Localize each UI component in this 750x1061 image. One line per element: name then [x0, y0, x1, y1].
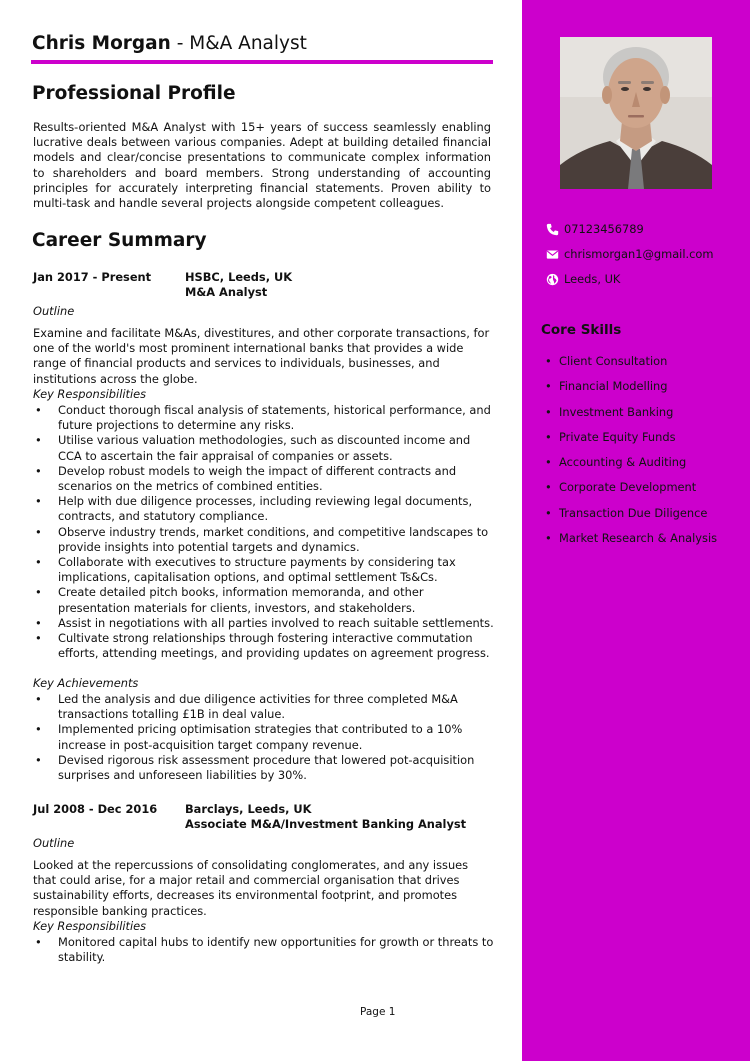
- responsibilities-list: [33, 935, 495, 965]
- phone-icon: [546, 223, 559, 236]
- profile-heading: Professional Profile: [32, 83, 236, 104]
- contact-phone: [546, 222, 644, 236]
- skill-item: • Client Consultation: [541, 353, 717, 378]
- achievements-label: Key Achievements: [33, 676, 139, 690]
- skill-item: • Corporate Development: [541, 479, 717, 504]
- profile-text: Results-oriented M&A Analyst with 15+ years of success seamlessly enabling lucrative deals between various companies. Adept at building detailed financial models and clear/concise presentations to communicate complex information to shareholders and board members. Strong understanding of accounting principles for accurately interpreting financial statements. Proven ability to multi-task and handle several projects alongside competent colleagues.: [33, 120, 491, 211]
- envelope-icon: [546, 248, 559, 261]
- responsibilities-label: Key Responsibilities: [33, 919, 147, 933]
- list-item: • Develop robust models to weigh the impact of different contracts and scenarios on the metrics of combined entities.: [33, 464, 495, 494]
- job-role: M&A Analyst: [185, 285, 268, 300]
- employer-name: HSBC, Leeds, UK: [185, 270, 293, 284]
- header-rule: [31, 60, 493, 64]
- list-item: • Help with due diligence processes, including reviewing legal documents, contracts, and statutory compliance.: [33, 494, 495, 524]
- skill-item: • Financial Modelling: [541, 378, 717, 403]
- outline-label: Outline: [33, 836, 75, 850]
- contact-email: [546, 247, 713, 261]
- job-role: Associate M&A/Investment Banking Analyst: [185, 817, 467, 832]
- outline-label: Outline: [33, 304, 75, 318]
- career-heading: Career Summary: [32, 230, 207, 251]
- achievements-list: [33, 692, 495, 783]
- list-item: • Observe industry trends, market conditions, and competitive landscapes to provide insights into potential targets and dynamics.: [33, 525, 495, 555]
- skills-list: [541, 353, 717, 555]
- list-item: • Monitored capital hubs to identify new opportunities for growth or threats to stability.: [33, 935, 495, 965]
- list-item: • Utilise various valuation methodologies, such as discounted income and CCA to ascertain the fair appraisal of companies or assets.: [33, 433, 495, 463]
- skill-item: • Investment Banking: [541, 404, 717, 429]
- resume-header: [32, 33, 307, 54]
- job-employer: [185, 802, 466, 832]
- responsibilities-list: [33, 403, 495, 661]
- skill-item: • Private Equity Funds: [541, 429, 717, 454]
- skill-item: • Transaction Due Diligence: [541, 505, 717, 530]
- job-dates: Jan 2017 - Present: [33, 270, 152, 284]
- phone-number: 07123456789: [564, 222, 644, 236]
- candidate-name: Chris Morgan: [32, 33, 171, 54]
- contact-location: [546, 272, 620, 286]
- job-outline: Looked at the repercussions of consolidating conglomerates, and any issues that could arise, for a major retail and commercial organisation that drives sustainability efforts, decreases its environmental footprint, and promotes responsible banking practices.: [33, 858, 469, 918]
- globe-icon: [546, 273, 559, 286]
- job-employer: [185, 270, 292, 300]
- responsibilities-label: Key Responsibilities: [33, 387, 147, 401]
- list-item: • Conduct thorough fiscal analysis of statements, historical performance, and future projections to determine any risks.: [33, 403, 495, 433]
- email-address: chrismorgan1@gmail.com: [564, 247, 714, 261]
- list-item: • Devised rigorous risk assessment procedure that lowered pot-acquisition surprises and unforeseen liabilities by 30%.: [33, 753, 495, 783]
- portrait-image: [560, 37, 712, 189]
- page-number: Page 1: [360, 1006, 396, 1018]
- list-item: • Implemented pricing optimisation strategies that contributed to a 10% increase in post-acquisition target company revenue.: [33, 722, 495, 752]
- skills-heading: Core Skills: [541, 322, 622, 338]
- job-title: M&A Analyst: [189, 33, 307, 54]
- list-item: • Collaborate with executives to structure payments by considering tax implications, capitalisation options, and optimal settlement Ts&Cs.: [33, 555, 495, 585]
- list-item: • Led the analysis and due diligence activities for three completed M&A transactions totalling £1B in deal value.: [33, 692, 495, 722]
- location-text: Leeds, UK: [564, 272, 621, 286]
- header-separator: -: [170, 33, 190, 54]
- list-item: • Create detailed pitch books, information memoranda, and other presentation materials for clients, investors, and stakeholders.: [33, 585, 495, 615]
- job-dates: Jul 2008 - Dec 2016: [33, 802, 158, 816]
- profile-photo: [560, 37, 712, 189]
- skill-item: • Accounting & Auditing: [541, 454, 717, 479]
- skill-item: • Market Research & Analysis: [541, 530, 717, 555]
- list-item: • Cultivate strong relationships through fostering interactive commutation efforts, attending meetings, and providing updates on agreement progress.: [33, 631, 495, 661]
- list-item: • Assist in negotiations with all parties involved to reach suitable settlements.: [33, 616, 495, 631]
- employer-name: Barclays, Leeds, UK: [185, 802, 312, 816]
- job-outline: Examine and facilitate M&As, divestitures, and other corporate transactions, for one of the world's most prominent international banks that provides a wide range of financial products and services to individuals, businesses, and institutions across the globe.: [33, 326, 490, 386]
